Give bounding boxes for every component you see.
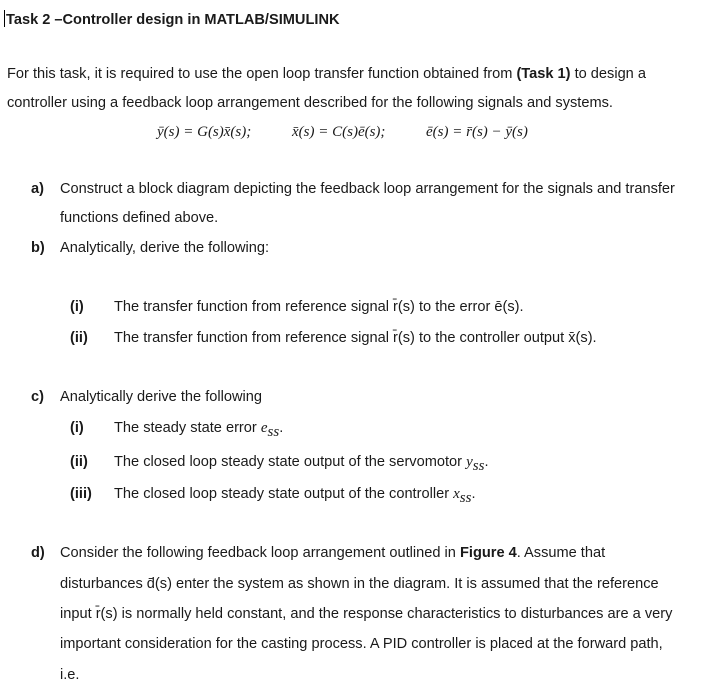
text-cursor: [4, 10, 5, 27]
intro-line-2: controller using a feedback loop arrangement described for the following signals and systems.: [7, 95, 613, 111]
part-d-line-3: input r̄(s) is normally held constant, and the response characteristics to disturbances are a very: [60, 606, 673, 622]
intro-line-1: For this task, it is required to use the open loop transfer function obtained from (Task 1) to design a: [7, 66, 646, 82]
part-b-item-label: (i): [70, 299, 84, 315]
part-b-item-text: The transfer function from reference signal r̄(s) to the controller output x̄(s).: [114, 330, 597, 346]
part-b-text: Analytically, derive the following:: [60, 240, 270, 256]
part-d-label: d): [31, 545, 45, 561]
part-c-item-label: (ii): [70, 454, 88, 470]
part-b-item-text: The transfer function from reference signal r̄(s) to the error ē(s).: [114, 299, 524, 315]
part-c-item-label: (i): [70, 420, 84, 436]
part-c-item-text: The closed loop steady state output of the controller $x_{ss}$.: [114, 486, 476, 506]
equation-error: ē(s) = r̄(s) − ȳ(s): [426, 124, 528, 140]
part-a-line-2: functions defined above.: [60, 210, 219, 226]
part-d-line-5: i.e.: [60, 667, 80, 683]
part-d-line-2: disturbances d̄(s) enter the system as shown in the diagram. It is assumed that the reference: [60, 576, 659, 592]
part-c-item-text: The steady state error $e_{ss}$.: [114, 420, 284, 440]
part-a-line-1: Construct a block diagram depicting the feedback loop arrangement for the signals and transfer: [60, 181, 675, 197]
part-a-label: a): [31, 181, 44, 197]
page-title: Task 2 –Controller design in MATLAB/SIMULINK: [6, 12, 340, 28]
part-c-label: c): [31, 389, 44, 405]
equation-output: ȳ(s) = G(s)x̄(s);: [157, 124, 252, 140]
part-b-item-label: (ii): [70, 330, 88, 346]
part-c-item-text: The closed loop steady state output of the servomotor $y_{ss}$.: [114, 454, 489, 474]
part-d-line-4: important consideration for the casting process. A PID controller is placed at the forward path,: [60, 636, 663, 652]
part-b-label: b): [31, 240, 45, 256]
equation-controller: x̄(s) = C(s)ē(s);: [292, 124, 386, 140]
part-c-item-label: (iii): [70, 486, 92, 502]
part-d-line-1: Consider the following feedback loop arrangement outlined in Figure 4. Assume that: [60, 545, 606, 561]
part-c-text: Analytically derive the following: [60, 389, 262, 405]
